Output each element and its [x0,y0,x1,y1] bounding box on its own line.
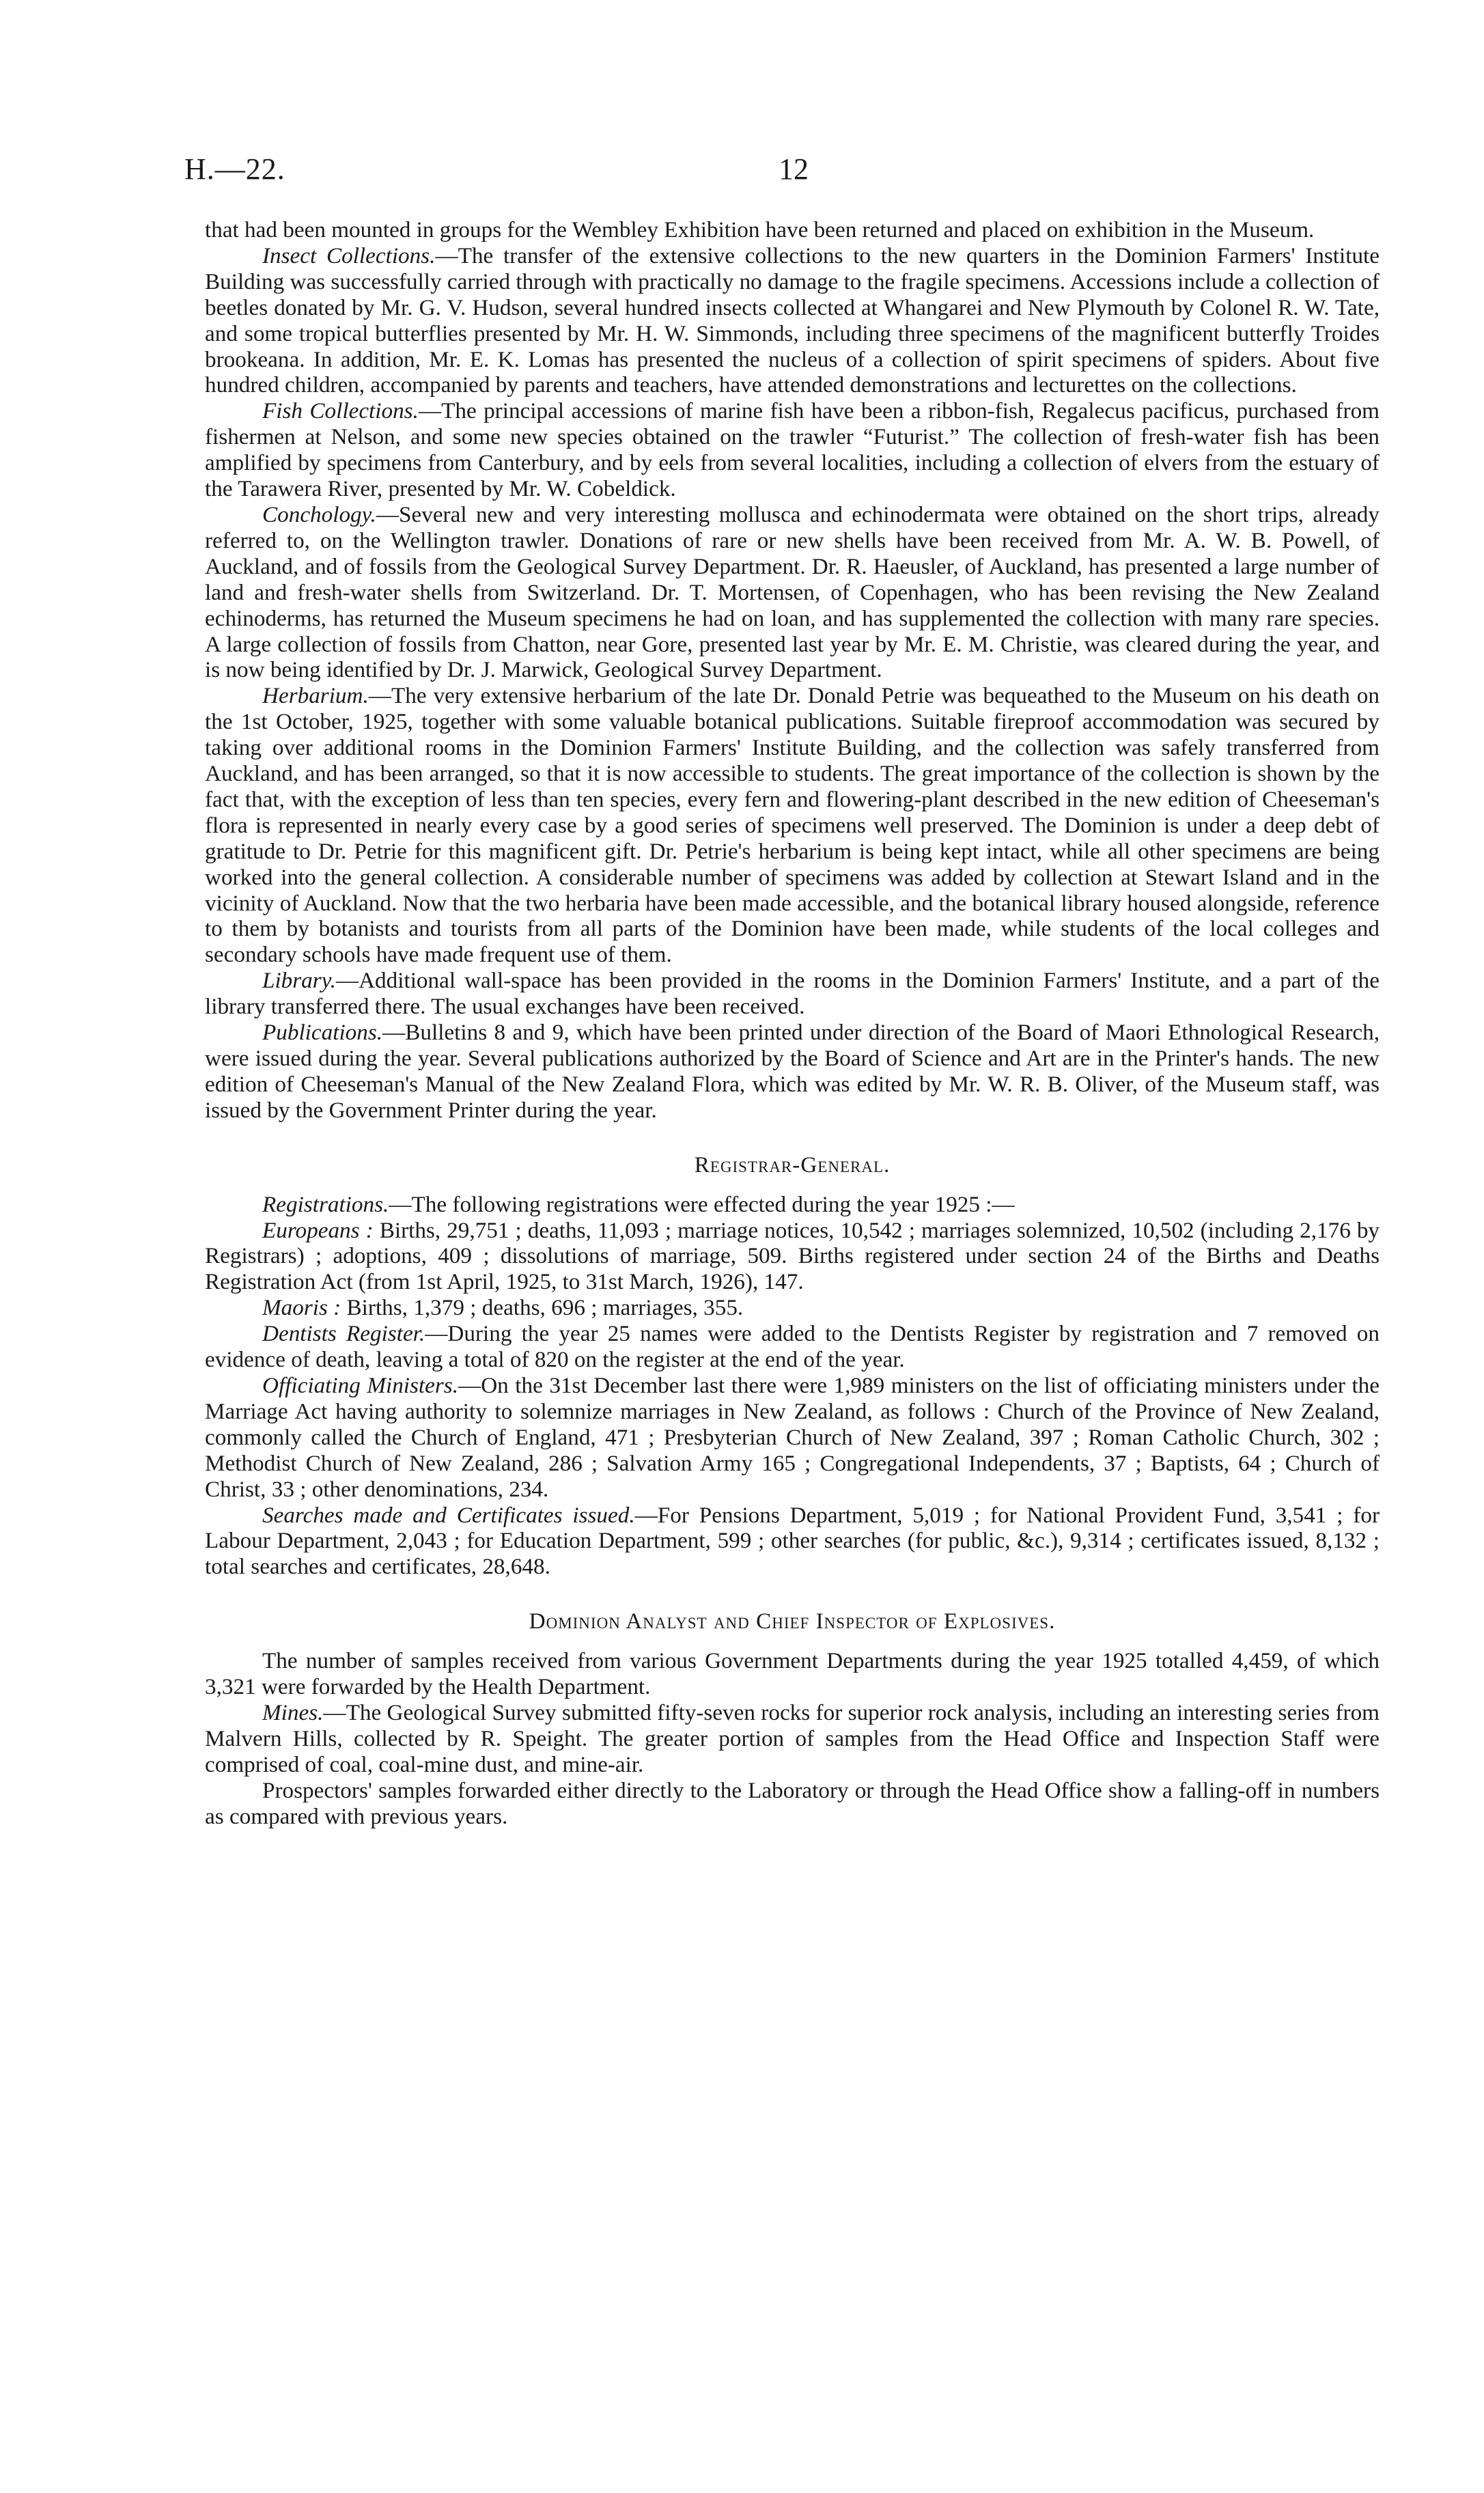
paragraph-herbarium [205,683,1380,968]
paragraph-insect-collections [205,243,1380,398]
paragraph-text: The number of samples received from various Government Departments during the year 1925 totalled 4,459, of which 3,321 were forwarded by the Health Department. [205,1648,1380,1700]
paragraph-text: —Additional wall-space has been provided in the rooms in the Dominion Farmers' Institute, and a part of the library transferred there. The usual exchanges have been received. [205,968,1380,1020]
paragraph-label: Officiating Ministers. [262,1372,459,1398]
paragraph-continuation [205,217,1380,243]
paragraph-text: Prospectors' samples forwarded either directly to the Laboratory or through the Head Office show a falling-off in numbers as compared with previous years. [205,1777,1380,1829]
paragraph-label: Maoris : [262,1295,341,1321]
paragraph-text: —The transfer of the extensive collections to the new quarters in the Dominion Farmers' Institute Building was successfully carried through with practically no damage to the fragile specimens. Accessions include a collection of beetles donated by Mr. G. V. Hudson, several hundred insects collected at Whangarei and New Plymouth by Colonel R. W. Tate, and some tropical butterflies presented by Mr. H. W. Simmonds, including three specimens of the magnificent butterfly Troides brookeana. In addition, Mr. E. K. Lomas has presented the nucleus of a collection of spirit specimens of spiders. About five hundred children, accompanied by parents and teachers, have attended demonstrations and lecturettes on the collections. [205,242,1380,398]
section-heading-dominion-analyst: Dominion Analyst and Chief Inspector of Explosives. [529,1608,1056,1634]
paragraph-conchology [205,502,1380,683]
paragraph-officiating-ministers [205,1373,1380,1503]
paragraph-text: Births, 1,379 ; deaths, 696 ; marriages, 355. [341,1295,744,1321]
paragraph-europeans [205,1218,1380,1296]
paragraph-maoris [205,1295,1380,1321]
paragraph-text: —During the year 25 names were added to the Dentists Register by registration and 7 removed on evidence of death, leaving a total of 820 on the register at the end of the year. [205,1321,1380,1373]
paragraph-library [205,968,1380,1020]
paragraph-text: —Bulletins 8 and 9, which have been printed under direction of the Board of Maori Ethnological Research, were issued during the year. Several publications authorized by the Board of Science and Art are in the Printer's hands. The new edition of Cheeseman's Manual of the New Zealand Flora, which was edited by Mr. W. R. B. Oliver, of the Museum staff, was issued by the Government Printer during the year. [205,1020,1380,1123]
section-heading-registrar-general: Registrar-General. [694,1152,891,1178]
paragraph-label: Herbarium. [262,683,369,709]
paragraph-searches-certificates [205,1503,1380,1580]
paragraph-label: Insect Collections. [262,242,436,268]
paragraph-text: —On the 31st December last there were 1,989 ministers on the list of officiating ministers under the Marriage Act having authority to solemnize marriages in New Zealand, as follows : Church of the Province of New Zealand, commonly called the Church of England, 471 ; Presbyterian Church of New Zealand, 397 ; Roman Catholic Church, 302 ; Methodist Church of New Zealand, 286 ; Salvation Army 165 ; Congregational Independents, 37 ; Baptists, 64 ; Church of Christ, 33 ; other denominations, 234. [205,1372,1380,1502]
paragraph-publications [205,1020,1380,1124]
paragraph-label: Library. [262,968,336,994]
document-reference: H.—22. [184,152,285,186]
paragraph-dentists-register [205,1321,1380,1373]
paragraph-label: Registrations. [262,1191,389,1217]
paragraph-label: Conchology. [262,501,376,527]
paragraph-text: —The principal accessions of marine fish have been a ribbon-fish, Regalecus pacificus, purchased from fishermen at Nelson, and some new species obtained on the trawler “Futurist.” The collection of fresh-water fish has been amplified by specimens from Canterbury, and by eels from several localities, including a collection of elvers from the estuary of the Tarawera River, presented by Mr. W. Cobeldick. [205,398,1380,502]
page-number: 12 [779,152,809,186]
paragraph-label: Dentists Register. [262,1321,425,1347]
paragraph-fish-collections [205,398,1380,502]
paragraph-prospectors-samples [205,1778,1380,1830]
paragraph-text: —The Geological Survey submitted fifty-seven rocks for superior rock analysis, including an interesting series from Malvern Hills, collected by R. Speight. The greater portion of samples from the Head Office and Inspection Staff were comprised of coal, coal-mine dust, and mine-air. [205,1699,1380,1777]
paragraph-label: Publications. [262,1020,383,1046]
paragraph-samples-received [205,1648,1380,1700]
paragraph-text: —The very extensive herbarium of the late Dr. Donald Petrie was bequeathed to the Museum on his death on the 1st October, 1925, together with some valuable botanical publications. Suitable fireproof accommodation was secured by taking over additional rooms in the Dominion Farmers' Institute Building, and the collection was safely transferred from Auckland, and has been arranged, so that it is now accessible to students. The great importance of the collection is shown by the fact that, with the exception of less than ten species, every fern and flowering-plant described in the new edition of Cheeseman's flora is represented in nearly every case by a good series of specimens well preserved. The Dominion is under a deep debt of gratitude to Dr. Petrie for this magnificent gift. Dr. Petrie's herbarium is being kept intact, while all other specimens are being worked into the general collection. A considerable number of specimens was added by collection at Stewart Island and in the vicinity of Auckland. Now that the two herbaria have been made accessible, and the botanical library housed alongside, reference to them by botanists and tourists from all parts of the Dominion have been made, while students of the local colleges and secondary schools have made frequent use of them. [205,683,1380,968]
paragraph-text: —Several new and very interesting mollusca and echinodermata were obtained on the short trips, already referred to, on the Wellington trawler. Donations of rare or new shells have been received from Mr. A. W. B. Powell, of Auckland, and of fossils from the Geological Survey Department. Dr. R. Haeusler, of Auckland, has presented a large number of land and fresh-water shells from Switzerland. Dr. T. Mortensen, of Copenhagen, who has been revising the New Zealand echinoderms, has returned the Museum specimens he had on loan, and has supplemented the collection with many rare species. A large collection of fossils from Chatton, near Gore, presented last year by Mr. E. M. Christie, was cleared during the year, and is now being identified by Dr. J. Marwick, Geological Survey Department. [205,501,1380,683]
body-text [205,217,1380,1829]
page-header [184,152,1386,193]
paragraph-text: —For Pensions Department, 5,019 ; for National Provident Fund, 3,541 ; for Labour Department, 2,043 ; for Education Department, 599 ; other searches (for public, &c.), 9,314 ; certificates issued, 8,132 ; total searches and certificates, 28,648. [205,1502,1380,1580]
paragraph-label: Europeans : [262,1217,374,1243]
paragraph-registrations [205,1192,1380,1218]
paragraph-label: Fish Collections. [262,398,419,424]
paragraph-mines [205,1700,1380,1778]
paragraph-text: —The following registrations were effected during the year 1925 :— [389,1191,1015,1217]
paragraph-label: Mines. [262,1699,324,1725]
paragraph-text: Births, 29,751 ; deaths, 11,093 ; marriage notices, 10,542 ; marriages solemnized, 10,502 (including 2,176 by Registrars) ; adoptions, 409 ; dissolutions of marriage, 509. Births registered under section 24 of the Births and Deaths Registration Act (from 1st April, 1925, to 31st March, 1926), 147. [205,1217,1380,1295]
paragraph-label: Searches made and Certificates issued. [262,1502,635,1528]
paragraph-text: that had been mounted in groups for the Wembley Exhibition have been returned and placed on exhibition in the Museum. [205,217,1315,242]
